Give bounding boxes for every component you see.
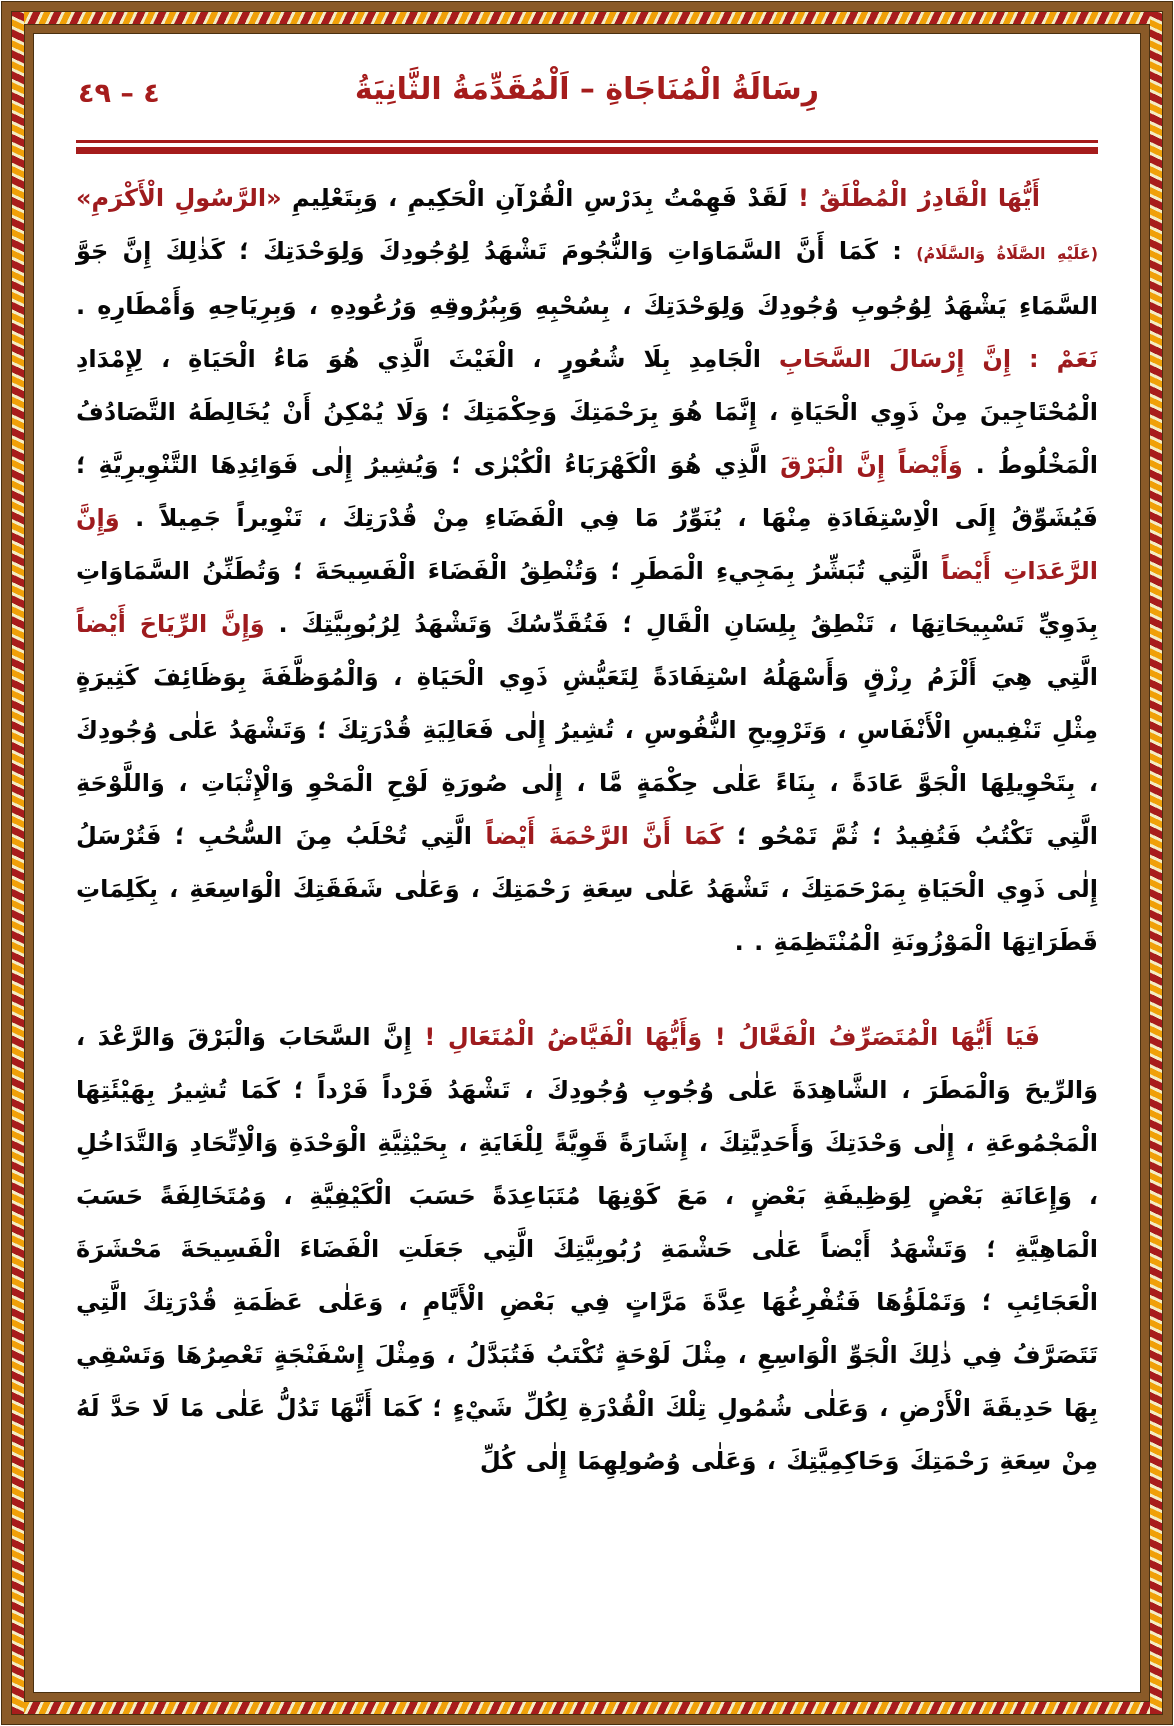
emphasis-red-text: فَيَا أَيُّهَا الْمُتَصَرِّفُ الْفَعَّالُ ! وَأَيُّهَا الْفَيَّاضُ الْمُتَعَالِ ! [411, 1023, 1040, 1051]
body-text: لَقَدْ فَهِمْتُ بِدَرْسِ الْقُرْآنِ الْحَكِيمِ ، وَبِتَعْلِيمِ [281, 184, 788, 212]
body-text: الَّتِي هِيَ أَلْزَمُ رِزْقٍ وَأَسْهَلُهُ اسْتِفَادَةً لِتَعَيُّشِ ذَوِي الْحَيَاةِ ، وَالْمُوَظَّفَةَ بِوَظَائِفَ كَثِيرَةٍ مِثْلِ تَنْفِيسِ الْأَنْفَاسِ ، وَتَرْوِيحِ النُّفُوسِ ، تُشِيرُ إِلٰى فَعَالِيَةِ قُدْرَتِكَ ؛ وَتَشْهَدُ عَلٰى وُجُودِكَ ، بِتَحْوِيلِهَا الْجَوَّ عَادَةً ، بِنَاءً عَلٰى حِكْمَةٍ مَّا ، إِلٰى صُورَةِ لَوْحِ الْمَحْوِ وَالْإِثْبَاتِ ، وَاللَّوْحَةِ الَّتِي تَكْتُبُ فَتُفِيدُ ؛ ثُمَّ تَمْحُو ؛ [76, 663, 1098, 850]
paragraph-1 [76, 172, 1098, 969]
header-rule-thin [76, 140, 1098, 143]
emphasis-red-text: أَيُّهَا الْقَادِرُ الْمُطْلَقُ ! [787, 184, 1040, 212]
body-text: الْجَامِدِ بِلَا شُعُورٍ ، الْغَيْثَ الَّذِي هُوَ مَاءُ الْحَيَاةِ ، لِإِمْدَادِ الْمُحْتَاجِينَ مِنْ ذَوِي الْحَيَاةِ ، إِنَّمَا هُوَ بِرَحْمَتِكَ وَحِكْمَتِكَ ؛ وَلَا يُمْكِنُ أَنْ يُخَالِطَهُ التَّصَادُفُ الْمَخْلُوطُ . [76, 345, 1099, 479]
paragraph-2 [76, 1011, 1098, 1488]
body-text: الَّتِي تُحْلَبُ مِنَ السُّحُبِ ؛ فَتُرْسَلُ إِلٰى ذَوِي الْحَيَاةِ بِمَرْحَمَتِكَ ، تَشْهَدُ عَلٰى سِعَةِ رَحْمَتِكَ ، وَعَلٰى شَفَقَتِكَ الْوَاسِعَةِ ، بِكَلِمَاتِ قَطَرَاتِهَا الْمَوْزُونَةِ الْمُنْتَظِمَةِ . . [76, 822, 1098, 956]
salawat-calligraphy-mark: (عَلَيْهِ الصَّلَاةُ وَالسَّلَامُ) [916, 244, 1099, 263]
frame-chain-pattern-bottom [12, 1702, 1162, 1714]
body-text: : كَمَا أَنَّ السَّمَاوَاتِ وَالنُّجُومَ تَشْهَدُ لِوُجُودِكَ وَلِوَحْدَتِكَ ؛ كَذٰلِكَ إِنَّ جَوَّ السَّمَاءِ يَشْهَدُ لِوُجُوبِ وُجُودِكَ وَلِوَحْدَتِكَ ، بِسُحْبِهِ وَبِبُرُوقِهِ وَرُعُودِهِ ، وَبِرِيَاحِهِ وَأَمْطَارِهِ . [76, 237, 1098, 320]
body-text: الَّذِي هُوَ الْكَهْرَبَاءُ الْكُبْرٰى ؛ وَيُشِيرُ إِلٰى فَوَائِدِهَا التَّنْوِيرِيَّةِ ؛ فَيُشَوِّقُ إِلَى الْاِسْتِفَادَةِ مِنْهَا ، يُنَوِّرُ مَا فِي الْفَضَاءِ مِنْ قُدْرَتِكَ ، تَنْوِيراً جَمِيلاً . [76, 451, 1098, 532]
frame-chain-pattern-left [12, 12, 24, 1714]
body-text: الَّتِي تُبَشِّرُ بِمَجِيءِ الْمَطَرِ ؛ وَتُنْطِقُ الْفَضَاءَ الْفَسِيحَةَ ؛ وَتُطَنِّنُ السَّمَاوَاتِ بِدَوِيِّ تَسْبِيحَاتِهَا ، تَنْطِقُ بِلِسَانِ الْقَالِ ؛ فَتُقَدِّسُكَ وَتَشْهَدُ لِرُبُوبِيَّتِكَ . [76, 557, 1098, 638]
page-title: رِسَالَةُ الْمُنَاجَاةِ – اَلْمُقَدِّمَةُ الثَّانِيَةُ [354, 72, 820, 107]
emphasis-red-text: نَعَمْ : إِنَّ إِرْسَالَ السَّحَابِ [760, 345, 1098, 373]
emphasis-red-text: «الرَّسُولِ الْأَكْرَمِ» [76, 184, 282, 212]
frame-chain-pattern-right [1150, 12, 1162, 1714]
emphasis-red-text: وَإِنَّ الرَّعَدَاتِ أَيْضاً [76, 504, 1098, 585]
body-text: إِنَّ السَّحَابَ وَالْبَرْقَ وَالرَّعْدَ ، وَالرِّيحَ وَالْمَطَرَ ، الشَّاهِدَةَ عَلٰى وُجُوبِ وُجُودِكَ ، تَشْهَدُ فَرْداً فَرْداً ؛ كَمَا تُشِيرُ بِهَيْئَتِهَا الْمَجْمُوعَةِ ، إِلٰى وَحْدَتِكَ وَأَحَدِيَّتِكَ ، إِشَارَةً قَوِيَّةً لِلْغَايَةِ ، بِحَيْثِيَّةِ الْوَحْدَةِ وَالْاِتِّحَادِ وَالتَّدَاخُلِ ، وَإِعَانَةِ بَعْضٍ لِوَظِيفَةِ بَعْضٍ ، مَعَ كَوْنِهَا مُتَبَاعِدَةً حَسَبَ الْكَيْفِيَّةِ ، وَمُتَخَالِفَةً حَسَبَ الْمَاهِيَّةِ ؛ وَتَشْهَدُ أَيْضاً عَلٰى حَشْمَةِ رُبُوبِيَّتِكَ الَّتِي جَعَلَتِ الْفَضَاءَ الْفَسِيحَةَ مَحْشَرَةَ الْعَجَائِبِ ؛ وَتَمْلَؤُهَا فَتُفْرِغُهَا عِدَّةَ مَرَّاتٍ فِي بَعْضِ الْأَيَّامِ ، وَعَلٰى عَظَمَةِ قُدْرَتِكَ الَّتِي تَتَصَرَّفُ فِي ذٰلِكَ الْجَوِّ الْوَاسِعِ ، مِثْلَ لَوْحَةٍ تُكْتَبُ فَتُبَدَّلُ ، وَمِثْلَ إِسْفَنْجَةٍ تَعْصِرُهَا وَتَسْقِي بِهَا حَدِيقَةَ الْأَرْضِ ، وَعَلٰى شُمُولِ تِلْكَ الْقُدْرَةِ لِكُلِّ شَيْءٍ ؛ كَمَا أَنَّهَا تَدُلُّ عَلٰى مَا لَا حَدَّ لَهُ مِنْ سِعَةِ رَحْمَتِكَ وَحَاكِمِيَّتِكَ ، وَعَلٰى وُصُولِهِمَا إِلٰى كُلِّ [76, 1023, 1098, 1475]
emphasis-red-text: وَأَيْضاً إِنَّ الْبَرْقَ [767, 451, 963, 479]
header-rule-thick [76, 147, 1098, 154]
emphasis-red-text: كَمَا أَنَّ الرَّحْمَةَ أَيْضاً [471, 822, 724, 850]
body-text-container [76, 172, 1098, 1488]
page-number: ٤ – ٤٩ [78, 78, 160, 109]
page-header [76, 72, 1098, 134]
emphasis-red-text: وَإِنَّ الرِّيَاحَ أَيْضاً [76, 610, 265, 638]
frame-chain-pattern-top [12, 12, 1162, 24]
page-content [34, 34, 1140, 1692]
